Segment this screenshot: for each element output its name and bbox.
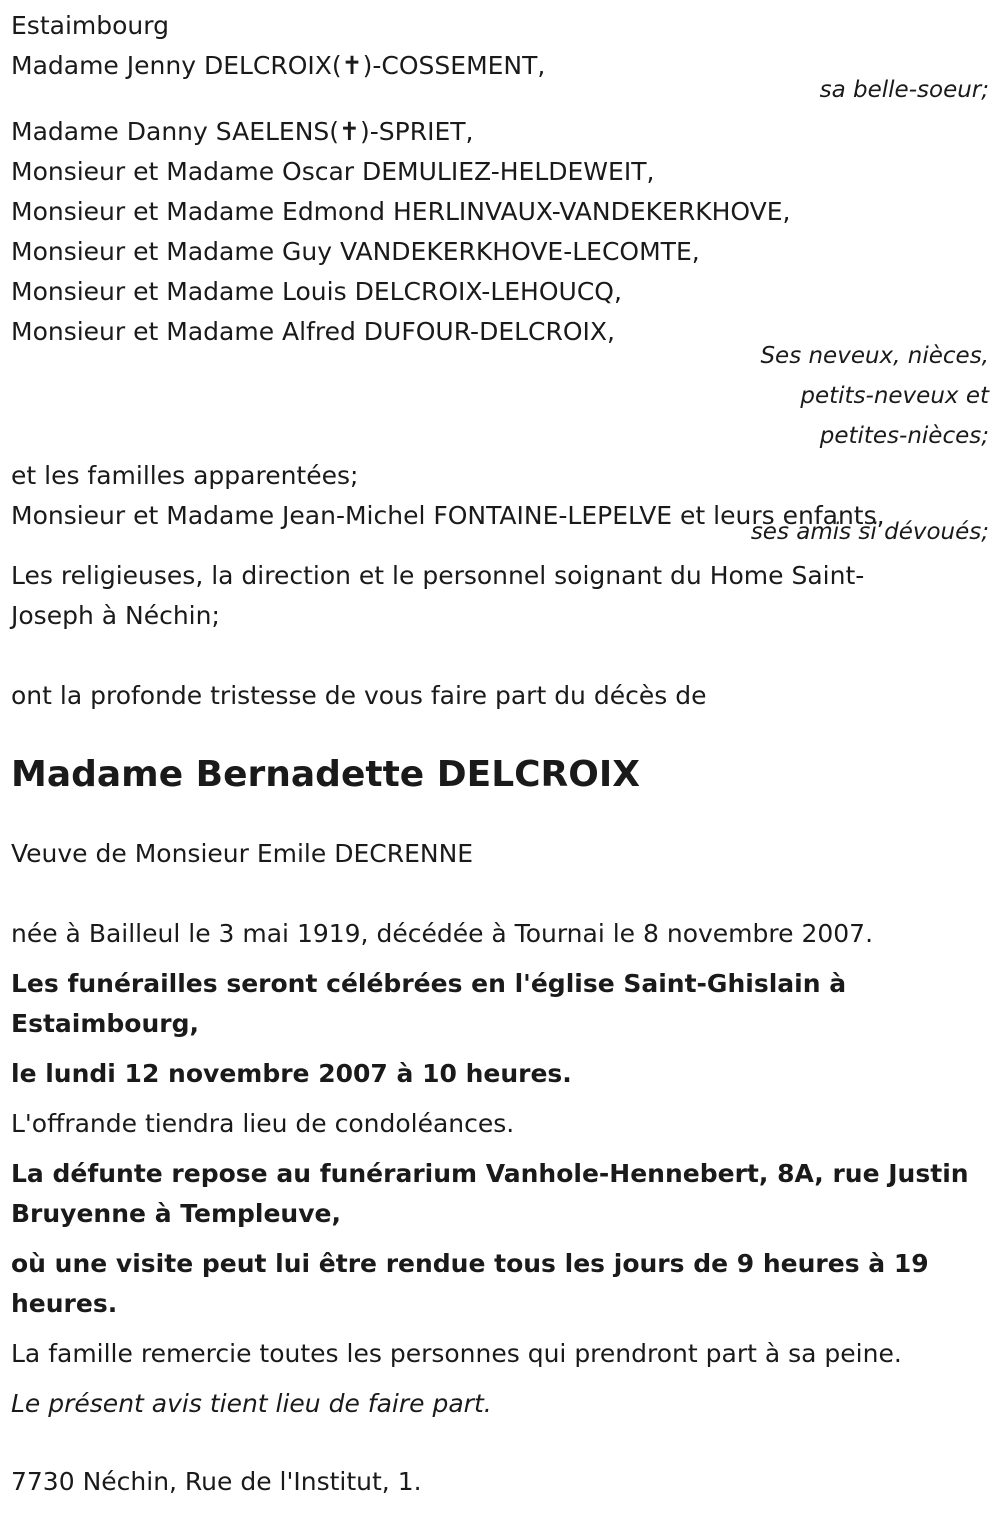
nephew-line-1: Madame Danny SAELENS(✝)-SPRIET, bbox=[11, 117, 474, 146]
visit-hours: où une visite peut lui être rendue tous les jours de 9 heures à 19 heures. bbox=[11, 1249, 929, 1318]
deceased-name: Madame Bernadette DELCROIX bbox=[11, 754, 641, 795]
birth-death: née à Bailleul le 3 mai 1919, décédée à Tournai le 8 novembre 2007. bbox=[11, 919, 874, 948]
funeral-date: le lundi 12 novembre 2007 à 10 heures. bbox=[11, 1059, 572, 1088]
role-nephews-3: petites-nièces; bbox=[819, 423, 989, 449]
town-line: Estaimbourg bbox=[11, 11, 169, 40]
announcement: ont la profonde tristesse de vous faire part du décès de bbox=[11, 681, 707, 710]
home-line: Les religieuses, la direction et le personnel soignant du Home Saint-Joseph à Néchin; bbox=[11, 561, 865, 630]
role-belle-soeur: sa belle-soeur; bbox=[819, 77, 989, 103]
nephew-line-3: Monsieur et Madame Edmond HERLINVAUX-VANDEKERKHOVE, bbox=[11, 197, 791, 226]
offering: L'offrande tiendra lieu de condoléances. bbox=[11, 1109, 515, 1138]
rest-place: La défunte repose au funérarium Vanhole-Hennebert, 8A, rue Justin Bruyenne à Templeuve, bbox=[11, 1159, 969, 1228]
friends-line: Monsieur et Madame Jean-Michel FONTAINE-LEPELVE et leurs enfants, bbox=[11, 501, 885, 530]
thanks: La famille remercie toutes les personnes qui prendront part à sa peine. bbox=[11, 1339, 902, 1368]
role-nephews-1: Ses neveux, nièces, bbox=[760, 343, 989, 369]
funeral-place: Les funérailles seront célébrées en l'église Saint-Ghislain à Estaimbourg, bbox=[11, 969, 847, 1038]
address: 7730 Néchin, Rue de l'Institut, 1. bbox=[11, 1467, 422, 1496]
sister-in-law-line: Madame Jenny DELCROIX(✝)-COSSEMENT, bbox=[11, 51, 546, 80]
nephew-line-6: Monsieur et Madame Alfred DUFOUR-DELCROIX, bbox=[11, 317, 616, 346]
role-nephews-2: petits-neveux et bbox=[800, 383, 989, 409]
widow-of: Veuve de Monsieur Emile DECRENNE bbox=[11, 839, 474, 868]
nephew-line-2: Monsieur et Madame Oscar DEMULIEZ-HELDEWEIT, bbox=[11, 157, 655, 186]
families-line: et les familles apparentées; bbox=[11, 461, 359, 490]
notice-note: Le présent avis tient lieu de faire part. bbox=[11, 1389, 492, 1418]
nephew-line-5: Monsieur et Madame Louis DELCROIX-LEHOUCQ, bbox=[11, 277, 622, 306]
nephew-line-4: Monsieur et Madame Guy VANDEKERKHOVE-LECOMTE, bbox=[11, 237, 700, 266]
role-friends: ses amis si dévoués; bbox=[750, 519, 989, 545]
